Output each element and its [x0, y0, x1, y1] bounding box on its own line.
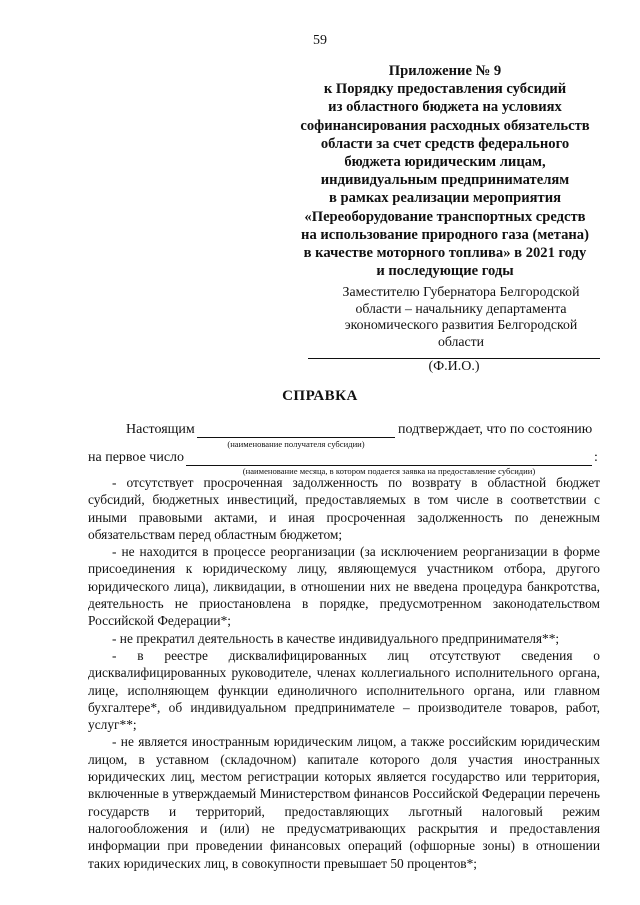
- appendix-title-line: Приложение № 9: [388, 63, 502, 79]
- appendix-title-line: в рамках реализации мероприятия: [328, 190, 562, 207]
- addressee-line: области – начальнику департамента: [355, 300, 567, 316]
- recipient-blank-hint: (наименование получателя субсидии): [227, 439, 365, 449]
- recipient-blank-line: [197, 437, 395, 438]
- body-paragraph: - в реестре дисквалифицированных лиц отсутствуют сведения о дисквалифицированных руководителе, членах коллегиального исполнительного органа, лице, исполняющем функции единоличного исполнительного органа, или главном бухгалтере*, об индивидуальном предпринимателе – производителе товаров, работ, услуг**;: [88, 647, 600, 733]
- intro-lead: Настоящим: [126, 422, 195, 437]
- appendix-title-line: «Переоборудование транспортных средств: [304, 208, 586, 225]
- fio-caption: (Ф.И.О.): [428, 359, 480, 374]
- addressee-line: Заместителю Губернатора Белгородской: [342, 284, 580, 299]
- month-blank-hint: (наименование месяца, в котором подается заявка на предоставление субсидии): [242, 466, 536, 476]
- appendix-title-line: софинансирования расходных обязательств: [300, 117, 590, 134]
- body-paragraph: - не находится в процессе реорганизации (за исключением реорганизации в форме присоединения к юридическому лицу, являющемуся участником отбора, другого юридического лица), ликвидации, в отношении них не введена процедура банкротства, деятельность не приостановлена в порядке, предусмотренном законодательством Российской Федерации*;: [88, 544, 600, 629]
- intro-tail: подтверждает, что по состоянию: [398, 422, 593, 437]
- appendix-title-line: к Порядку предоставления субсидий: [323, 81, 567, 98]
- appendix-title-line: и последующие годы: [376, 263, 514, 280]
- body-paragraph: - не является иностранным юридическим лицом, а также российским юридическим лицом, в уставном (складочном) капитале которого доля участия иностранных юридических лиц, местом регистрации которых является государство или территория, включенные в утверждаемый Министерством финансов Российской Федерации перечень государств и территорий, предоставляющих льготный налоговый режим налогообложения и (или) не предусматривающих раскрытия и предоставления информации при проведении финансовых операций (офшорные зоны) в отношении таких юридических лиц, в совокупности превышает 50 процентов*;: [88, 734, 600, 871]
- appendix-title: [270, 62, 620, 280]
- appendix-title-line: в качестве моторного топлива» в 2021 году: [303, 245, 587, 262]
- body-paragraph: - отсутствует просроченная задолженность по возврату в областной бюджет субсидий, бюджетных инвестиций, предоставляемых в том числе в соответствии с иными правовыми актами, и иная просроченная задолженность по денежным обязательствам перед областным бюджетом;: [88, 475, 600, 542]
- addressee-block: [316, 284, 606, 350]
- page-number: 59: [313, 33, 327, 48]
- date-lead: на первое число: [88, 450, 185, 465]
- appendix-title-line: на использование природного газа (метана): [301, 226, 589, 243]
- body-paragraph: - не прекратил деятельность в качестве индивидуального предпринимателя**;: [112, 630, 560, 646]
- date-tail: :: [594, 450, 598, 465]
- certificate-body: [88, 474, 600, 872]
- addressee-line: области: [437, 333, 485, 349]
- addressee-line: экономического развития Белгородской: [344, 317, 578, 333]
- appendix-title-line: бюджета юридическим лицам,: [344, 154, 546, 171]
- document-title: СПРАВКА: [282, 388, 358, 404]
- appendix-title-line: из областного бюджета на условиях: [328, 99, 562, 116]
- appendix-title-line: индивидуальным предпринимателям: [320, 172, 570, 189]
- appendix-title-line: области за счет средств федерального: [320, 135, 570, 152]
